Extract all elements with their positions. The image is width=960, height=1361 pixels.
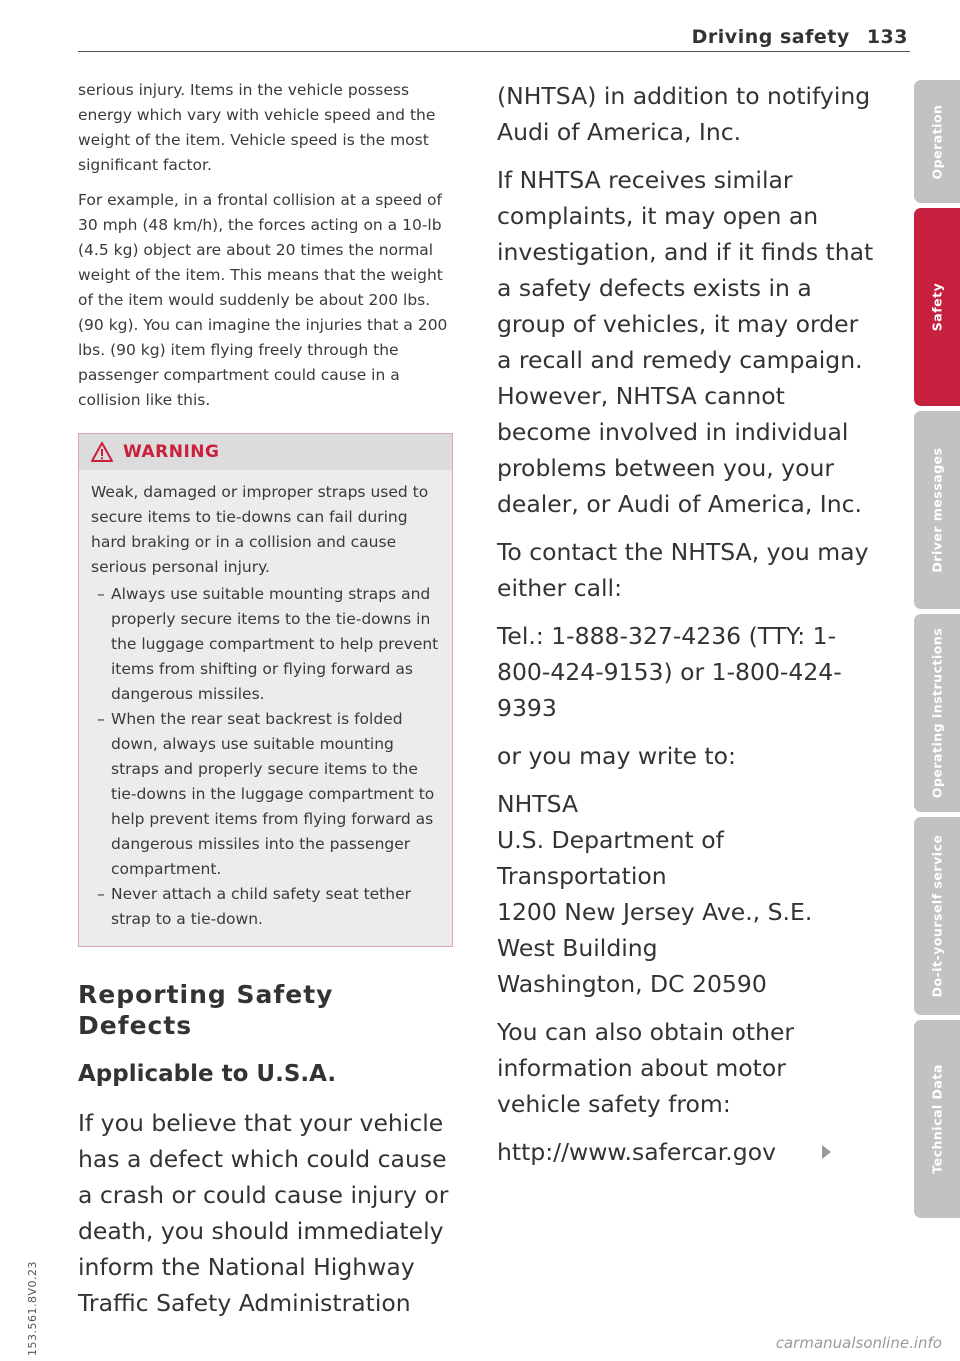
- investigation-paragraph: If NHTSA receives similar complaints, it may open an investigation, and if it finds that a safety defects exists in a group of vehicles, it may order a recall and remedy campaign. However, NHTSA cannot become involved in individual problems between you, your dealer, or Audi of America, Inc.: [497, 166, 874, 518]
- subsection-title: Applicable to U.S.A.: [78, 1061, 337, 1087]
- warning-item: – When the rear seat backrest is folded down, always use suitable mounting straps and properly secure items to the tie-downs in the luggage compartment to help prevent items from flying forward as dangerous missiles into the passenger compartment.: [91, 707, 440, 882]
- header-rule: [78, 51, 910, 52]
- mailing-address: [497, 786, 877, 1002]
- continue-arrow-icon: [822, 1145, 831, 1159]
- warning-item: – Always use suitable mounting straps and properly secure items to the tie-downs in the luggage compartment to help prevent items from shifting or flying forward as dangerous missiles.: [91, 582, 440, 707]
- warning-triangle-icon: [91, 442, 113, 462]
- tab-safety[interactable]: [914, 208, 960, 406]
- tab-operation[interactable]: [914, 80, 960, 203]
- section-title: Reporting Safety Defects: [78, 980, 334, 1040]
- section-name: Driving safety: [691, 26, 850, 48]
- intro-paragraph-2: For example, in a frontal collision at a speed of 30 mph (48 km/h), the forces acting on a 10-lb (4.5 kg) object are about 20 times the normal weight of the item. This means that the weight of the item would suddenly be about 200 lbs. (90 kg). You can imagine the injuries that a 200 lbs. (90 kg) item flying freely through the passenger compartment could cause in a collision like this.: [78, 191, 448, 409]
- address-line: 1200 New Jersey Ave., S.E.: [497, 898, 813, 926]
- tab-label: Operation: [929, 104, 945, 179]
- tab-label: Driver messages: [929, 447, 945, 573]
- right-column: [497, 78, 877, 1170]
- warning-title: WARNING: [123, 442, 220, 462]
- nhtsa-paragraph: (NHTSA) in addition to notifying Audi of America, Inc.: [497, 82, 871, 146]
- warning-list: [91, 582, 440, 932]
- phone-numbers: Tel.: 1-888-327-4236 (TTY: 1-800-424-9153) or 1-800-424-9393: [497, 622, 842, 722]
- intro-paragraph-1: serious injury. Items in the vehicle possess energy which vary with vehicle speed and the weight of the item. Vehicle speed is the most significant factor.: [78, 81, 436, 174]
- page-header: [692, 26, 908, 48]
- warning-item: – Never attach a child safety seat tether strap to a tie-down.: [91, 882, 440, 932]
- left-column: [78, 78, 454, 1321]
- warning-box: [78, 433, 453, 947]
- tab-label: Technical Data: [929, 1064, 945, 1174]
- address-line: NHTSA: [497, 790, 579, 818]
- defect-intro-paragraph: If you believe that your vehicle has a defect which could cause a crash or could cause injury or death, you should immediately inform the National Highway Traffic Safety Administration: [78, 1109, 449, 1317]
- safercar-link[interactable]: http://www.safercar.gov: [497, 1138, 776, 1166]
- watermark: carmanualsonline.info: [775, 1334, 942, 1352]
- address-line: U.S. Department of Transportation: [497, 826, 724, 890]
- warning-header: [79, 434, 452, 470]
- tab-operating-instructions[interactable]: [914, 614, 960, 812]
- tab-do-it-yourself-service[interactable]: [914, 817, 960, 1015]
- document-code: 153.561.8V0.23: [26, 1261, 39, 1356]
- address-line: West Building: [497, 934, 658, 962]
- tab-driver-messages[interactable]: [914, 411, 960, 609]
- more-info-paragraph: You can also obtain other information about motor vehicle safety from:: [497, 1018, 795, 1118]
- tab-technical-data[interactable]: [914, 1020, 960, 1218]
- tab-label: Operating instructions: [929, 627, 945, 799]
- contact-paragraph: To contact the NHTSA, you may either call:: [497, 538, 869, 602]
- address-line: Washington, DC 20590: [497, 970, 767, 998]
- warning-body: [79, 470, 452, 946]
- tab-label: Safety: [929, 282, 945, 332]
- tab-label: Do-it-yourself service: [929, 834, 945, 998]
- page-number: 133: [866, 26, 908, 48]
- url-line: [497, 1134, 877, 1170]
- warning-text: Weak, damaged or improper straps used to secure items to tie-downs can fail during hard braking or in a collision and cause serious personal injury.: [91, 483, 429, 576]
- write-paragraph: or you may write to:: [497, 742, 736, 770]
